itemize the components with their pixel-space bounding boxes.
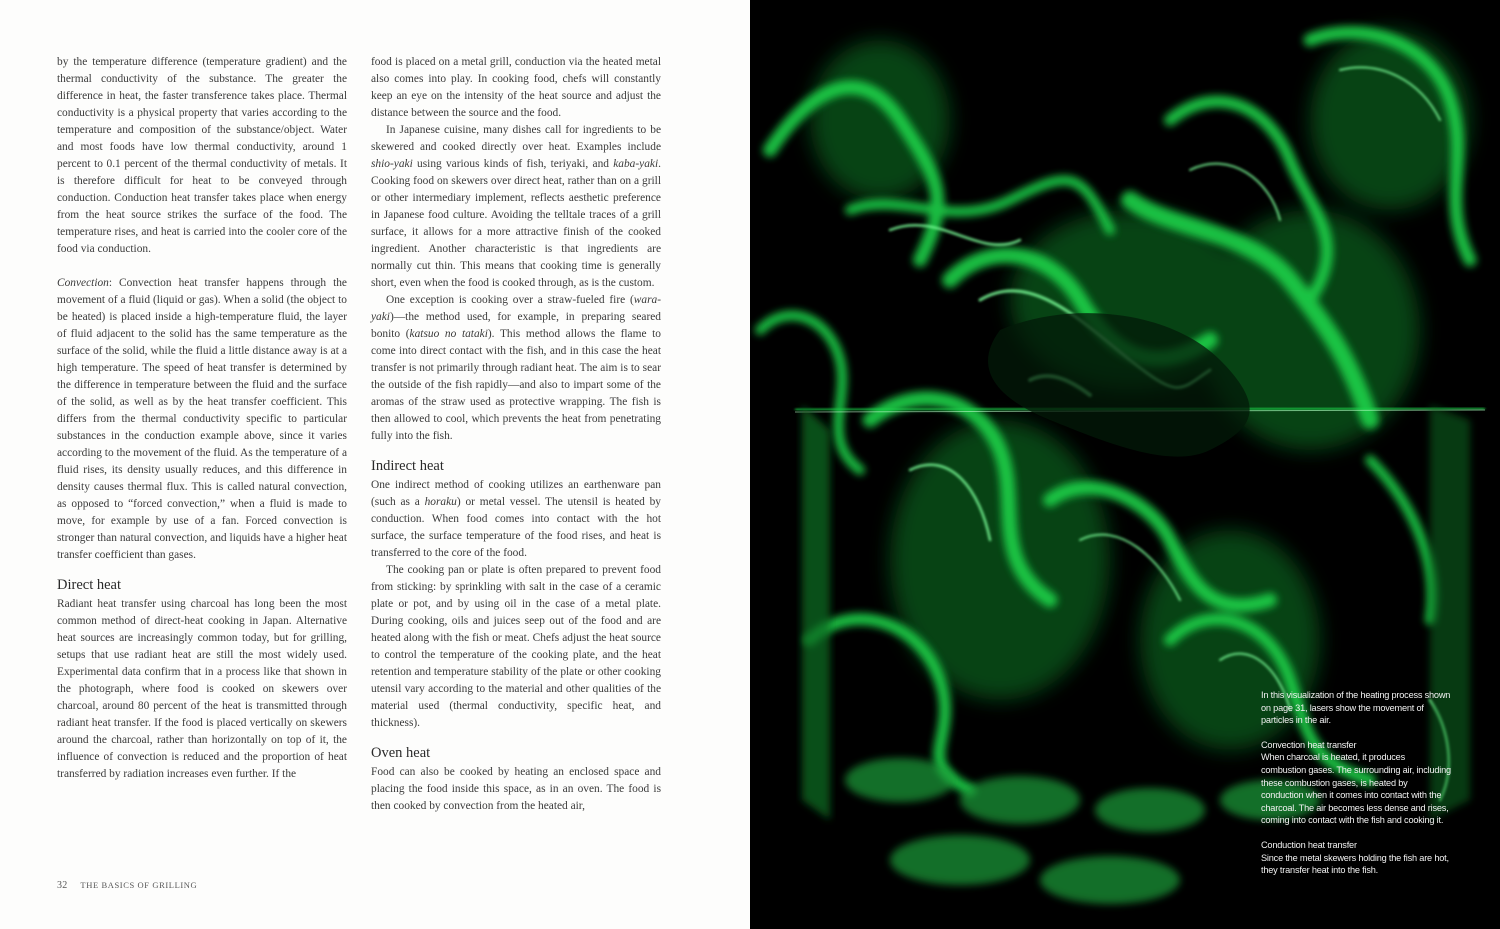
right-page: [750, 0, 1500, 929]
paragraph-straw-fire: One exception is cooking over a straw-fueled fire (wara-yaki)—the method used, for example, in preparing seared bonito (katsuo no tataki). This method allows the flame to come into direct contact with the fish, and in this case the heat transfer is not primarily through radiant heat. The aim is to sear the outside of the fish rapidly—and also to impart some of the aromas of the straw used as protective wrapping. The fish is then allowed to cool, which prevents the heat from penetrating fully into the fish.: [371, 294, 661, 442]
caption-intro: In this visualization of the heating process shown on page 31, lasers show the movement of particles in the air.: [1261, 690, 1451, 726]
paragraph-metal-grill: food is placed on a metal grill, conduction via the heated metal also comes into play. In cooking food, chefs will constantly keep an eye on the intensity of the heat source and adjust the distance between the source and the food.: [371, 56, 661, 119]
paragraph-direct-heat: Radiant heat transfer using charcoal has long been the most common method of direct-heat cooking in Japan. Alternative heat sources are increasingly common today, but for grilling, setups that use radiant heat are still the most widely used. Experimental data confirm that in a process like that shown in the photograph, where food is cooked on skewers over charcoal, around 80 percent of the heat is transmitted through radiant heat transfer. If the food is placed vertically on skewers around the charcoal, rather than horizontally on top of it, the influence of convection is reduced and the proportion of heat transferred by radiation increases even further. If the: [57, 598, 347, 780]
page-footer: [57, 880, 197, 891]
caption-convection: [1261, 739, 1451, 827]
text-column-right: [371, 54, 661, 815]
paragraph-conduction-continued: by the temperature difference (temperature gradient) and the thermal conductivity of the substance. The greater the difference in heat, the faster transference takes place. Thermal conductivity is a physical property that varies according to the temperature and composition of the substance/object. Water and most foods have low thermal conductivity, around 1 percent to 0.1 percent of the thermal conductivity of metals. It is therefore difficult for heat to be conveyed through conduction. Conduction heat transfer takes place when energy from the heat source strikes the surface of the food. The temperature rises, and heat is carried into the cooler core of the food via conduction.: [57, 56, 347, 255]
caption-conduction-title: Conduction heat transfer: [1261, 839, 1357, 850]
caption-conduction-body: Since the metal skewers holding the fish are hot, they transfer heat into the fish.: [1261, 852, 1449, 876]
caption-convection-body: When charcoal is heated, it produces combustion gases. The surrounding air, including these combustion gases, is heated by conduction when it comes into contact with the charcoal. The air becomes less dense and rises, coming into contact with the fish and cooking it.: [1261, 752, 1451, 826]
paragraph-indirect-heat: One indirect method of cooking utilizes an earthenware pan (such as a horaku) or metal vessel. The utensil is heated by conduction. When food comes into contact with the hot surface, the surface temperature of the food rises, and heat is transferred to the core of the food.: [371, 479, 661, 559]
paragraph-cooking-plate: The cooking pan or plate is often prepared to prevent food from sticking: by sprinkling with salt in the case of a ceramic plate or pot, and by using oil in the case of a metal plate. During cooking, oils and juices seep out of the food and are heated along with the fish or meat. Chefs adjust the heat source to control the temperature of the cooking plate, and the heat retention and temperature stability of the plate or other cooking utensil vary according to the material and other qualities of the material used (thermal conductivity, specific heat, and thickness).: [371, 564, 661, 729]
heading-indirect-heat: Indirect heat: [371, 458, 444, 474]
caption-conduction: [1261, 839, 1451, 877]
term-convection: Convection: [57, 277, 109, 289]
paragraph-oven-heat: Food can also be cooked by heating an enclosed space and placing the food inside this space, as in an oven. The food is then cooked by convection from the heated air,: [371, 766, 661, 812]
heading-direct-heat: Direct heat: [57, 577, 122, 593]
running-head: THE BASICS OF GRILLING: [80, 880, 198, 890]
text-column-left: [57, 54, 347, 783]
page-number: 32: [57, 880, 68, 891]
caption-convection-title: Convection heat transfer: [1261, 739, 1357, 750]
paragraph-convection: Convection: Convection heat transfer happens through the movement of a fluid (liquid or gas). When a solid (the object to be heated) is placed inside a high-temperature fluid, the layer of fluid adjacent to the solid has the same temperature as the surface of the solid, while the fluid a little distance away is at a high temperature. The speed of heat transfer is determined by the difference in temperature between the fluid and the surface of the solid, as well as by the heat transfer coefficient. This differs from the thermal conductivity specific to particular substances in the conduction example above, since it varies according to the movement of the fluid. As the temperature of a fluid rises, its density usually reduces, and this difference in density causes thermal flux. This is called natural convection, as opposed to “forced convection,” when a fluid is made to move, for example by use of a fan. Forced convection is stronger than natural convection, and liquids have a higher heat transfer coefficient than gases.: [57, 277, 347, 561]
photo-caption: [1261, 689, 1451, 889]
paragraph-skewered: In Japanese cuisine, many dishes call for ingredients to be skewered and cooked directly over heat. Examples include shio-yaki using various kinds of fish, teriyaki, and kaba-yaki. Cooking food on skewers over direct heat, rather than on a grill or other intermediary implement, reflects aesthetic preference in Japanese food culture. Avoiding the telltale traces of a grill surface, it allows for a more attractive finish of the cooked ingredient. Another characteristic is that ingredients are normally cut thin. This means that cooking time is generally short, even when the food is cooked through, as is the custom.: [371, 124, 661, 289]
heading-oven-heat: Oven heat: [371, 745, 431, 761]
